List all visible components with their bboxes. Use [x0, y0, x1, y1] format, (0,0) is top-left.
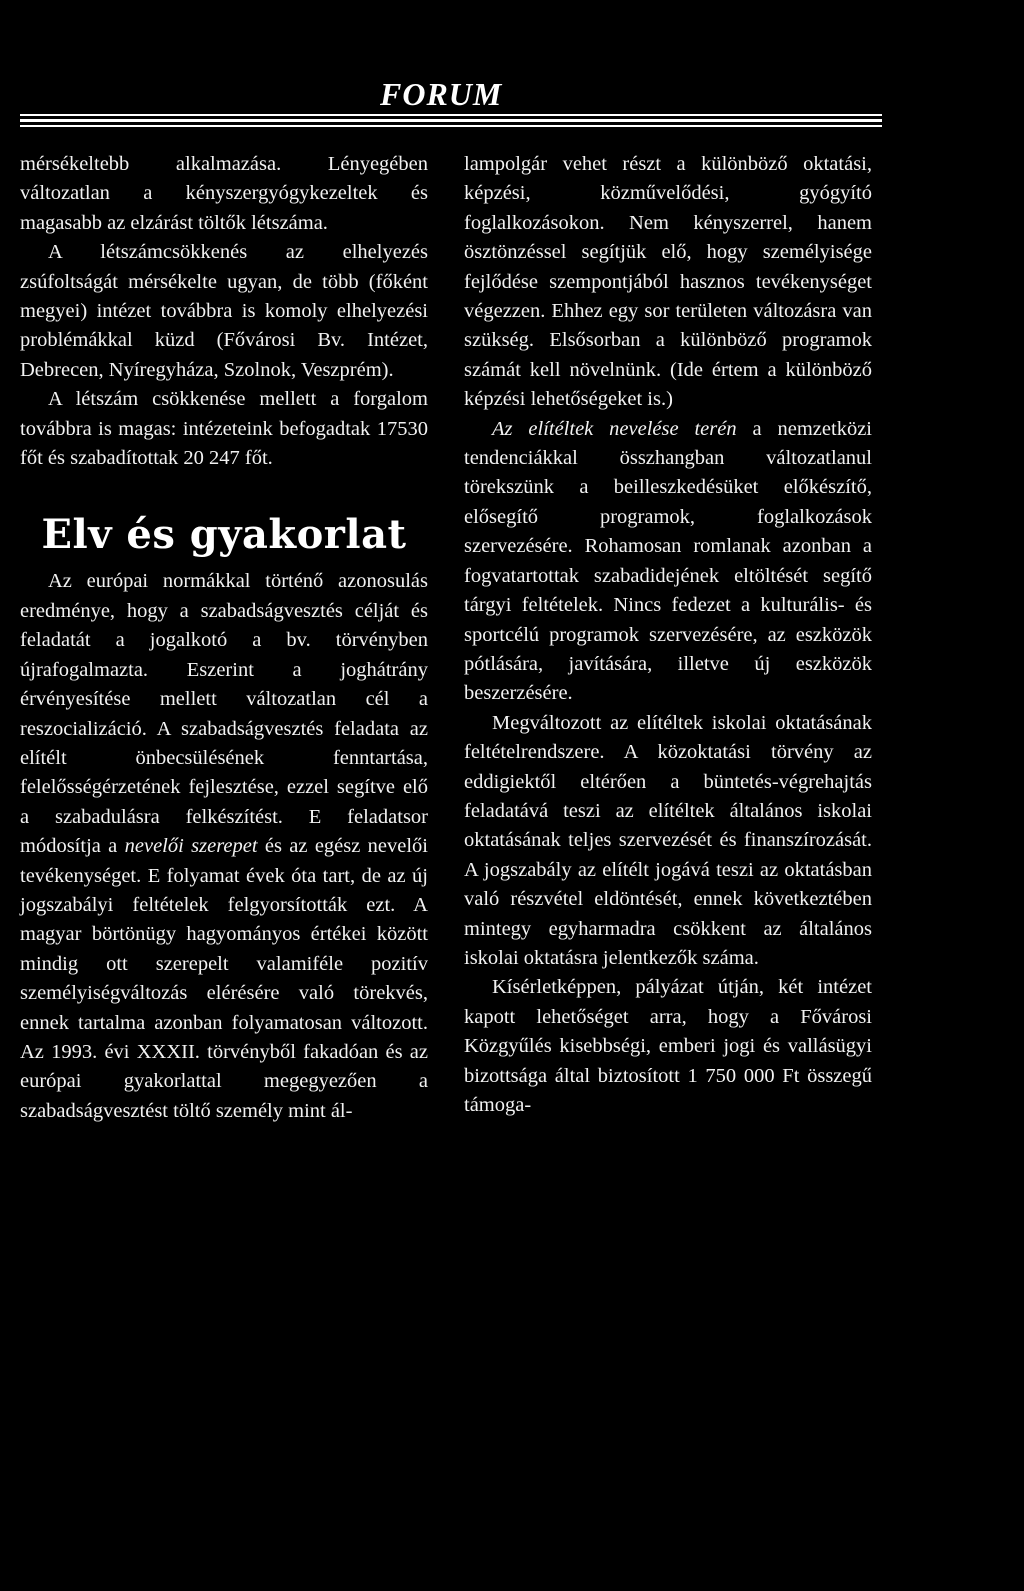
header-rule	[20, 125, 882, 127]
emphasis-text: Az elítéltek nevelése terén	[492, 417, 737, 440]
paragraph-text: a nemzetközi tendenciákkal összhangban változatlanul törekszünk a beilleszkedésüket előkészítő, elősegítő programok, foglalkozások szervezésére. Rohamosan romlanak azonban a fogvatartottak szabadidejének eltöltését segítő tárgyi feltételek. Nincs fedezet a kulturális- és sportcélú programok szervezésére, az eszközök pótlására, javítására, illetve új eszközök beszerzésére.	[464, 417, 872, 705]
paragraph: lampolgár vehet részt a különböző oktatási, képzési, közművelődési, gyógyító foglalkozásokon. Nem kényszerrel, hanem ösztönzéssel segítjük elő, hogy személyisége fejlődése szempontjából hasznos tevékenységet végezzen. Ehhez egy sor területen változásra van szükség. Elsősorban a különböző programok számát kell növelnünk. (Ide értem a különböző képzési lehetőségeket is.)	[464, 153, 872, 411]
paragraph	[20, 567, 428, 1126]
left-column	[20, 150, 428, 1126]
paragraph: Megváltozott az elítéltek iskolai oktatásának feltételrendszere. A közoktatási törvény az eddigiektől eltérően a büntetés-végrehajtás feladatává teszi az elítéltek általános iskolai oktatásának teljes szervezését és finanszírozását. A jogszabály az elítélt jogává teszi az oktatásban való részvétel eldöntését, ennek következtében mintegy egyharmadra csökkent az általános iskolai oktatásra jelentkezők száma.	[464, 711, 872, 969]
paragraph-text: Az európai normákkal történő azonosulás eredménye, hogy a szabadságvesztés célját és feladatát a jogalkotó a bv. törvényben újrafogalmazta. Eszerint a joghátrány érvényesítése mellett változatlan cél a reszocializáció. A szabadságvesztés feladata az elítélt önbecsülésének fenntartása, felelősségérzetének fejlesztése, ezzel segítve elő a szabadulásra felkészítést. E feladatsor módosítja a	[20, 570, 428, 858]
paragraph: mérsékeltebb alkalmazása. Lényegében változatlan a kényszergyógykezeltek és magasabb az elzárást töltők létszáma.	[20, 153, 428, 234]
page-header	[20, 72, 882, 132]
emphasis-text: nevelői szerepet	[124, 835, 258, 858]
paragraph-text: és az egész nevelői tevékenységet. E folyamat évek óta tart, de az új jogszabályi feltételek felgyorsították ezt. A magyar börtönügy hagyományos értékei között mindig ott szerepelt valamiféle pozitív személyiségváltozás elérésére való törekvés, ennek tartalma azonban folyamatosan változott. Az 1993. évi XXXII. törvényből fakadóan és az európai gyakorlattal megegyezően a szabadságvesztést töltő személy mint ál-	[20, 835, 429, 1122]
paragraph	[464, 415, 872, 709]
header-rule	[20, 119, 882, 122]
section-title: FORUM	[380, 76, 503, 112]
paragraph: Kísérletképpen, pályázat útján, két intézet kapott lehetőséget arra, hogy a Fővárosi Közgyűlés kisebbségi, emberi jogi és vallásügyi bizottsága által biztosított 1 750 000 Ft összegű támoga-	[464, 976, 872, 1116]
right-column	[464, 150, 872, 1120]
section-heading: Elv és gyakorlat	[41, 511, 407, 559]
paragraph: A létszámcsökkenés az elhelyezés zsúfoltságát mérsékelte ugyan, de több (főként megyei) intézet továbbra is komoly elhelyezési problémákkal küzd (Fővárosi Bv. Intézet, Debrecen, Nyíregyháza, Szolnok, Veszprém).	[20, 241, 428, 381]
paragraph: A létszám csökkenése mellett a forgalom továbbra is magas: intézeteink befogadtak 17530 főt és szabadítottak 20 247 főt.	[20, 388, 428, 470]
header-rule	[20, 114, 882, 116]
